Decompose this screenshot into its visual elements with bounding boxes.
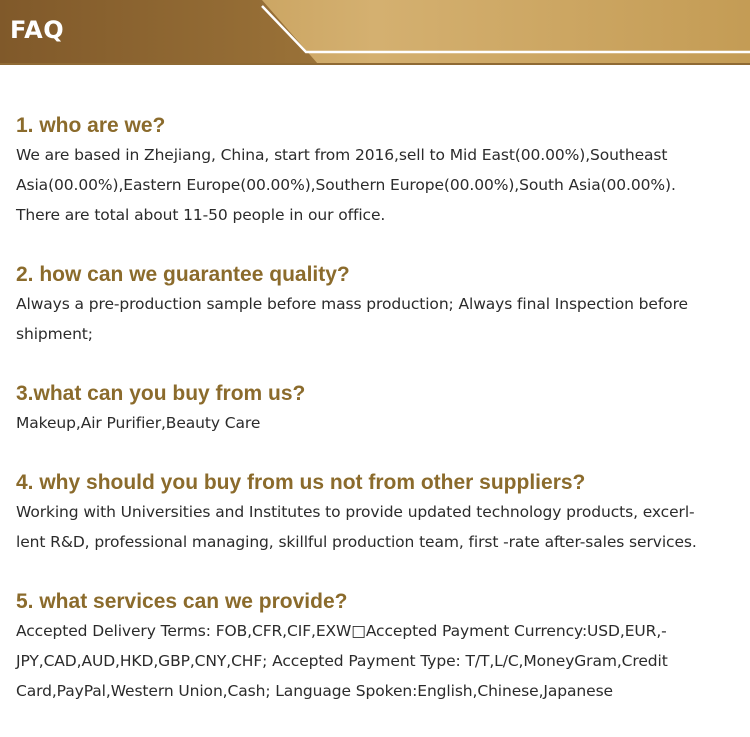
faq-item-who-are-we [16,112,742,230]
faq-question: 1. who are we? [16,114,166,137]
faq-item-products [16,380,742,438]
faq-list [16,112,742,737]
header-banner-graphic [0,0,750,70]
faq-title: FAQ [10,16,65,44]
faq-answer-line: Card,PayPal,Western Union,Cash; Language Spoken:English,Chinese,Japanese [16,682,613,700]
faq-question: 2. how can we guarantee quality? [16,263,350,286]
faq-header-banner [0,0,750,70]
faq-question: 4. why should you buy from us not from other suppliers? [16,471,586,494]
faq-question: 5. what services can we provide? [16,590,348,613]
faq-answer [16,616,742,706]
faq-answer-line: Makeup,Air Purifier,Beauty Care [16,414,261,432]
faq-answer [16,408,742,438]
faq-item-quality [16,261,742,349]
faq-item-services [16,588,742,706]
faq-answer-line: JPY,CAD,AUD,HKD,GBP,CNY,CHF; Accepted Payment Type: T/T,L/C,MoneyGram,Credit [16,652,668,670]
faq-answer [16,140,742,230]
faq-answer-line: We are based in Zhejiang, China, start from 2016,sell to Mid East(00.00%),Southeast [16,146,668,164]
faq-answer-line: Accepted Delivery Terms: FOB,CFR,CIF,EXW□Accepted Payment Currency:USD,EUR,- [16,622,667,640]
faq-answer-line: lent R&D, professional managing, skillful production team, first -rate after-sales services. [16,533,697,551]
faq-answer [16,289,742,349]
faq-question: 3.what can you buy from us? [16,382,306,405]
faq-answer [16,497,742,557]
faq-answer-line: Working with Universities and Institutes to provide updated technology products, excerl- [16,503,695,521]
faq-answer-line: There are total about 11-50 people in our office. [16,206,386,224]
faq-answer-line: Always a pre-production sample before mass production; Always final Inspection before [16,295,688,313]
faq-item-why-us [16,469,742,557]
faq-answer-line: Asia(00.00%),Eastern Europe(00.00%),Southern Europe(00.00%),South Asia(00.00%). [16,176,676,194]
faq-answer-line: shipment; [16,325,93,343]
